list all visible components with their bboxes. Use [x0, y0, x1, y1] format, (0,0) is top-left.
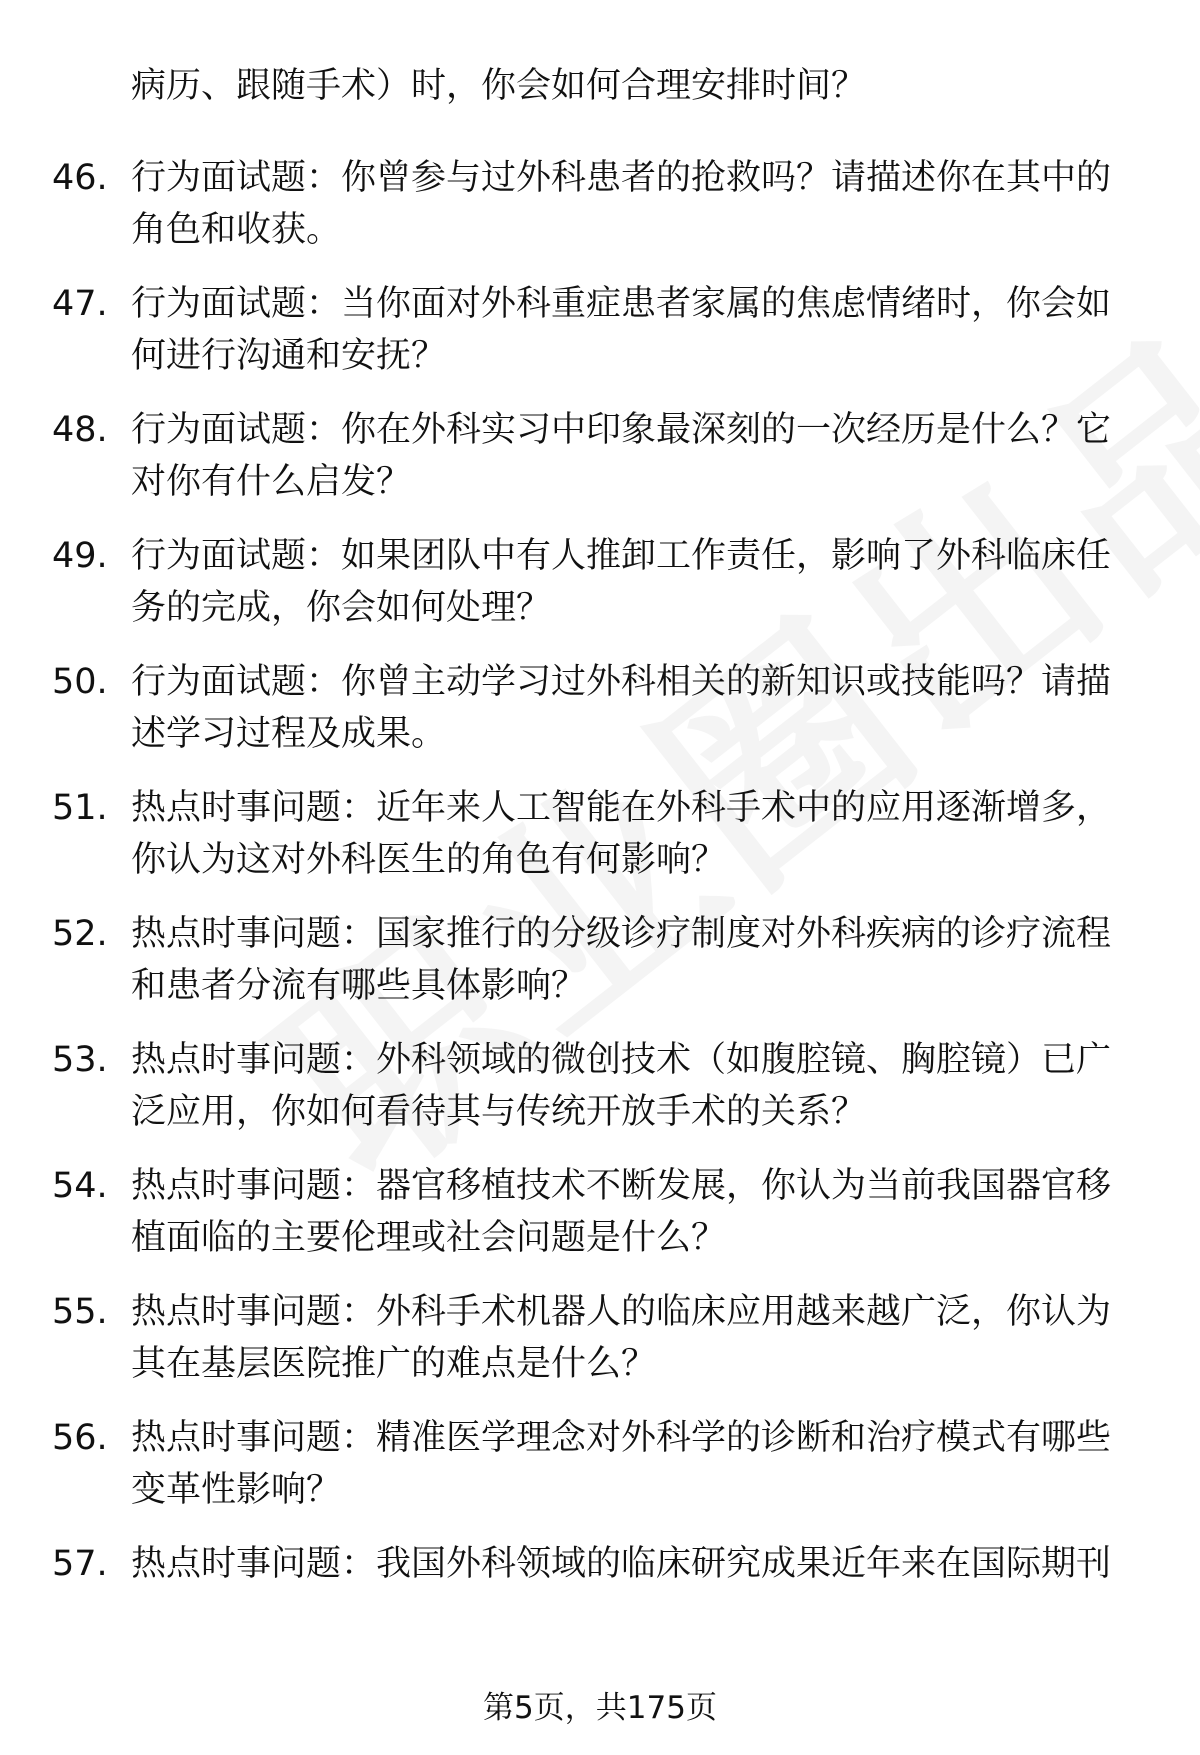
question-number: 49. — [52, 536, 108, 576]
question-item — [0, 152, 1200, 278]
question-item — [0, 1286, 1200, 1412]
question-item — [0, 278, 1200, 404]
question-text-line: 行为面试题：当你面对外科重症患者家属的焦虑情绪时，你会如 — [131, 284, 1112, 324]
question-text-line: 行为面试题：你曾参与过外科患者的抢救吗？请描述你在其中的 — [131, 158, 1112, 198]
question-item — [0, 1034, 1200, 1160]
question-text-line: 变革性影响？ — [131, 1470, 342, 1510]
question-text-line: 对你有什么启发？ — [131, 462, 412, 502]
question-text-line: 角色和收获。 — [131, 210, 342, 250]
question-text-line: 热点时事问题：国家推行的分级诊疗制度对外科疾病的诊疗流程 — [131, 914, 1112, 954]
question-text-line: 植面临的主要伦理或社会问题是什么？ — [131, 1218, 727, 1258]
question-item — [0, 404, 1200, 530]
question-list — [0, 152, 1200, 1664]
question-text-line: 你认为这对外科医生的角色有何影响？ — [131, 840, 727, 880]
question-text-line: 行为面试题：你曾主动学习过外科相关的新知识或技能吗？请描 — [131, 662, 1112, 702]
question-number: 57. — [52, 1544, 108, 1584]
question-text-line: 热点时事问题：外科领域的微创技术（如腹腔镜、胸腔镜）已广 — [131, 1040, 1112, 1080]
question-text-line: 热点时事问题：器官移植技术不断发展，你认为当前我国器官移 — [131, 1166, 1112, 1206]
question-number: 47. — [52, 284, 108, 324]
question-text-line: 热点时事问题：外科手术机器人的临床应用越来越广泛，你认为 — [131, 1292, 1112, 1332]
question-text-line: 其在基层医院推广的难点是什么？ — [131, 1344, 657, 1384]
question-number: 48. — [52, 410, 108, 450]
question-text-line: 行为面试题：如果团队中有人推卸工作责任，影响了外科临床任 — [131, 536, 1112, 576]
question-item — [0, 1160, 1200, 1286]
question-number: 56. — [52, 1418, 108, 1458]
question-number: 46. — [52, 158, 108, 198]
question-number: 52. — [52, 914, 108, 954]
question-number: 53. — [52, 1040, 108, 1080]
question-text-line: 热点时事问题：近年来人工智能在外科手术中的应用逐渐增多， — [131, 788, 1112, 828]
question-item — [0, 656, 1200, 782]
question-number: 55. — [52, 1292, 108, 1332]
question-text-line: 和患者分流有哪些具体影响？ — [131, 966, 587, 1006]
question-text-line: 述学习过程及成果。 — [131, 714, 447, 754]
page-number-footer: 第5页，共175页 — [483, 1690, 717, 1726]
question-text-line: 热点时事问题：我国外科领域的临床研究成果近年来在国际期刊 — [131, 1544, 1112, 1584]
question-text-line: 行为面试题：你在外科实习中印象最深刻的一次经历是什么？它 — [131, 410, 1112, 450]
question-text-line: 何进行沟通和安抚？ — [131, 336, 447, 376]
continuation-line: 病历、跟随手术）时，你会如何合理安排时间？ — [131, 66, 867, 106]
question-number: 50. — [52, 662, 108, 702]
question-number: 51. — [52, 788, 108, 828]
question-item — [0, 530, 1200, 656]
question-text-line: 务的完成，你会如何处理？ — [131, 588, 552, 628]
question-item — [0, 1412, 1200, 1538]
question-item — [0, 1538, 1200, 1664]
question-item — [0, 908, 1200, 1034]
question-number: 54. — [52, 1166, 108, 1206]
question-item — [0, 782, 1200, 908]
question-text-line: 热点时事问题：精准医学理念对外科学的诊断和治疗模式有哪些 — [131, 1418, 1112, 1458]
question-text-line: 泛应用，你如何看待其与传统开放手术的关系？ — [131, 1092, 867, 1132]
